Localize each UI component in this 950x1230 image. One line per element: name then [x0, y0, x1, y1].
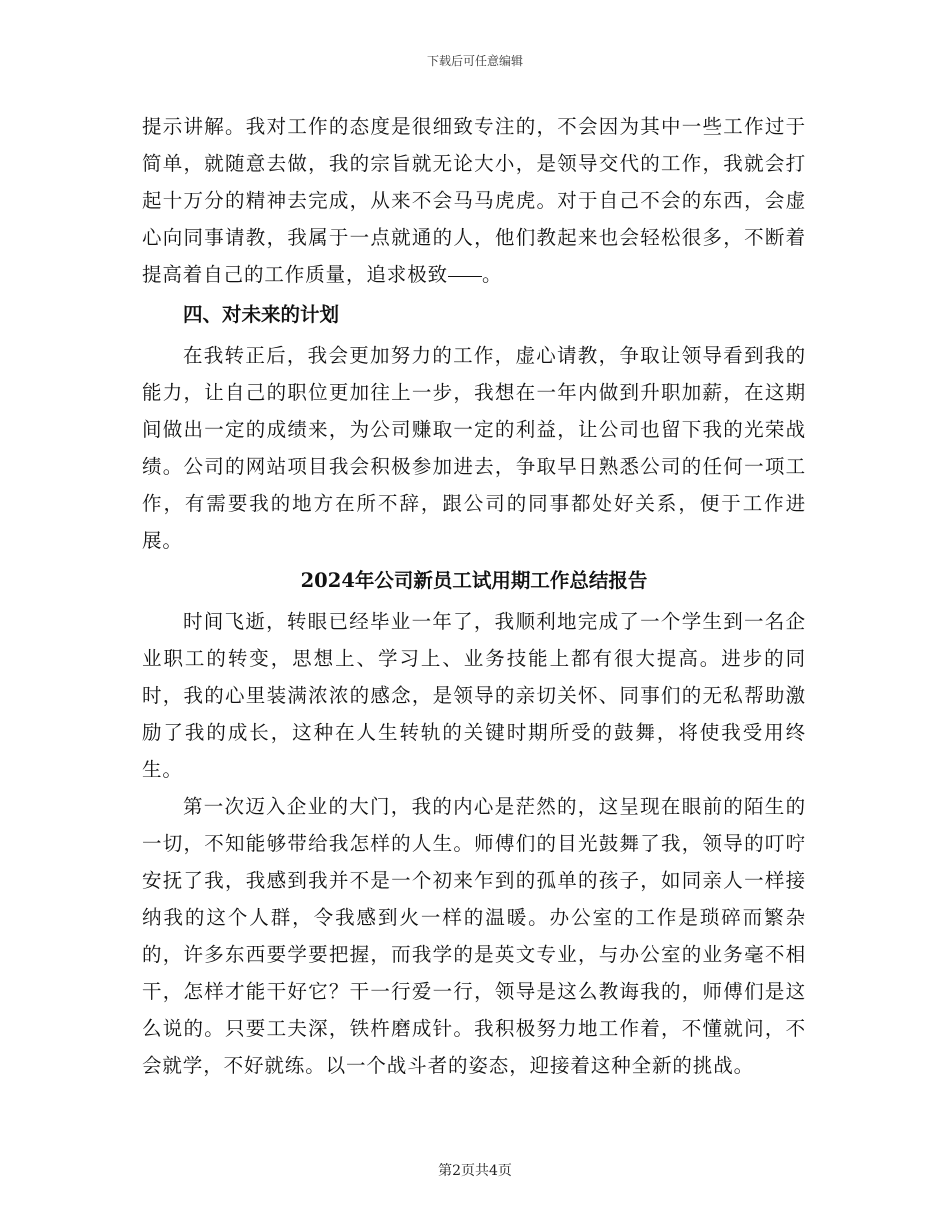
section-heading-future-plan: 四、对未来的计划 — [183, 303, 340, 326]
report-title: 2024年公司新员工试用期工作总结报告 — [300, 569, 648, 592]
paragraph-future-plan: 在我转正后，我会更加努力的工作，虚心请教，争取让领导看到我的能力，让自己的职位更加往上一步，我想在一年内做到升职加薪，在这期间做出一定的成绩来，为公司赚取一定的利益，让公司也留下我的光荣战绩。公司的网站项目我会积极参加进去，争取早日熟悉公司的任何一项工作，有需要我的地方在所不辞，跟公司的同事都处好关系，便于工作进展。 — [142, 344, 806, 552]
document-body — [142, 108, 806, 1084]
paragraph-first-entry: 第一次迈入企业的大门，我的内心是茫然的，这呈现在眼前的陌生的一切，不知能够带给我怎样的人生。师傅们的目光鼓舞了我，领导的叮咛安抚了我，我感到我并不是一个初来乍到的孤单的孩子，如同亲人一样接纳我的这个人群，令我感到火一样的温暖。办公室的工作是琐碎而繁杂的，许多东西要学要把握，而我学的是英文专业，与办公室的业务毫不相干，怎样才能干好它？干一行爱一行，领导是这么教诲我的，师傅们是这么说的。只要工夫深，铁杵磨成针。我积极努力地工作着，不懂就问，不会就学，不好就练。以一个战斗者的姿态，迎接着这种全新的挑战。 — [142, 795, 806, 1077]
page-header-note: 下载后可任意编辑 — [426, 54, 523, 68]
paragraph-work-attitude-text: 提示讲解。我对工作的态度是很细致专注的，不会因为其中一些工作过于简单，就随意去做，我的宗旨就无论大小，是领导交代的工作，我就会打起十万分的精神去完成，从来不会马马虎虎。对于自己不会的东西，会虚心向同事请教，我属于一点就通的人，他们教起来也会轻松很多，不断着提高着自己的工作质量，追求极致 — [142, 115, 806, 286]
paragraph-work-attitude — [142, 108, 806, 293]
paragraph-time-flies: 时间飞逝，转眼已经毕业一年了，我顺利地完成了一个学生到一名企业职工的转变，思想上、学习上、业务技能上都有很大提高。进步的同时，我的心里装满浓浓的感念，是领导的亲切关怀、同事们的无私帮助激励了我的成长，这种在人生转轨的关键时期所受的鼓舞，将使我受用终生。 — [142, 610, 806, 781]
page-number-footer: 第2页共4页 — [438, 1163, 512, 1179]
fill-blank-line — [448, 275, 482, 277]
paragraph-work-attitude-end: 。 — [482, 263, 503, 286]
